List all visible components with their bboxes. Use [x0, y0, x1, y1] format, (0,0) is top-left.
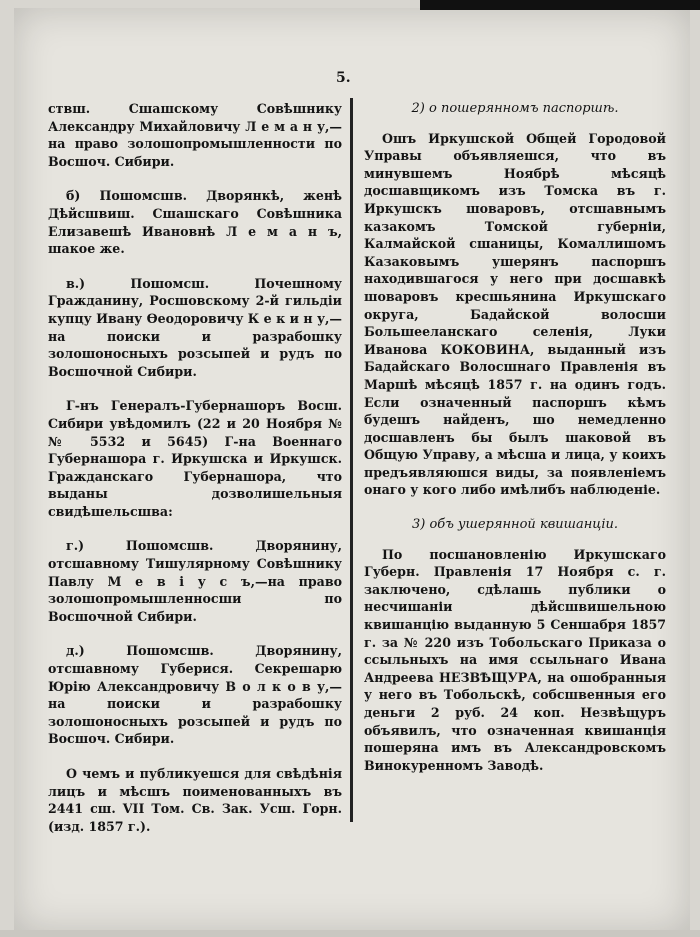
paragraph: ствш. Сшашскому Совѣшнику Александру Михайловичу Л е м а н у,—на право золошопромышленности по Восшоч. Сибири. — [48, 101, 342, 169]
paragraph: д.) Пошомсшв. Дворянину, отсшавному Губерися. Секрешарю Юрiю Александровичу В о л к о в у,—на поиски и разрабошку золошоносныхъ розсыпей и рудъ по Восшоч. Сибири. — [48, 643, 342, 747]
paragraph: в.) Пошомсш. Почешному Гражданину, Росшовскому 2-й гильдiи купцу Ивану Ѳеодоровичу К е к и н у,—на поиски и разрабошку золошоносныхъ розсыпей и рудъ по Восшочной Сибири. — [48, 275, 342, 379]
paragraph: г.) Пошомсшв. Дворянину, отсшавному Тишулярному Совѣшнику Павлу М е в i у с ъ,—на право золошопромышленносши по Восшочной Сибири. — [48, 538, 342, 624]
page-number: 5. — [336, 70, 351, 86]
column-divider — [350, 98, 353, 822]
scan-edge-mark — [420, 0, 700, 10]
paragraph: Г-нъ Генералъ-Губернашоръ Восш. Сибири увѣдомилъ (22 и 20 Ноября № № 5532 и 5645) Г-на Военнаго Губернашора г. Иркушска и Иркушск. Гражданскаго Губернашора, что выданы дозволишельныя свидѣшельсшва: — [48, 398, 342, 519]
section-heading: 2) о пошерянномъ паспоршѣ. — [411, 101, 619, 116]
paragraph: О чемъ и публикуешся для свѣдѣнiя лицъ и мѣсшъ поименованныхъ въ 2441 сш. VII Том. Св. Зак. Усш. Горн. (изд. 1857 г.). — [48, 766, 342, 834]
section-heading: 3) объ ушерянной квишанціи. — [411, 517, 619, 533]
scan-bottom-edge — [0, 930, 700, 937]
right-column — [364, 100, 666, 774]
left-column — [48, 100, 342, 835]
paragraph: По посшановленію Иркушскаго Губерн. Правленія 17 Ноября с. г. заключено, сдѣлашь публики о несчишаніи дѣйсшвишельною квишанцію выданную 5 Сеншабря 1857 г. за № 220 изъ Тобольскаго Приказа о ссыльныхъ на имя ссыльнаго Ивана Андреева НЕЗВѢЩУРА, на ошобранныя у него въ Тобольскѣ, собсшвенныя его деньги 2 руб. 24 коп. Незвѣщуръ объявилъ, что означенная квишанція пошеряна имъ въ Александровскомъ Винокуренномъ Заводѣ. — [364, 546, 666, 773]
paragraph: б) Пошомсшв. Дворянкѣ, женѣ Дѣйсшвиш. Сшашскаго Совѣшника Елизавешѣ Ивановнѣ Л е м а н ъ, шакое же. — [48, 188, 342, 257]
paragraph: Ошъ Иркушской Общей Городовой Управы объявляешся, что въ минувшемъ Ноябрѣ мѣсяцѣ досшавщикомъ изъ Томска въ г. Иркушскъ шоваровъ, отсшавнымъ казакомъ Томской губерніи, Калмайской сшаницы, Комаллишомъ Казаковымъ ушерянъ паспоршъ находившагося у него при досшавкѣ шоваровъ кресшьянина Иркушскаго округа, Бадайской волосши Большееланскаго селенія, Луки Иванова КОКОВИНА, выданный изъ Бадайскаго Волосшнаго Правленія въ Маршѣ мѣсяцѣ 1857 г. на одинъ годъ. Если означенный паспоршъ кѣмъ будешъ найденъ, шо немедленно досшавленъ бы былъ шаковой въ Общую Управу, а мѣсша и лица, у коихъ предъявляюшся виды, за появленіемъ онаго у кого либо имѣлибъ наблюденіе. — [364, 130, 666, 498]
